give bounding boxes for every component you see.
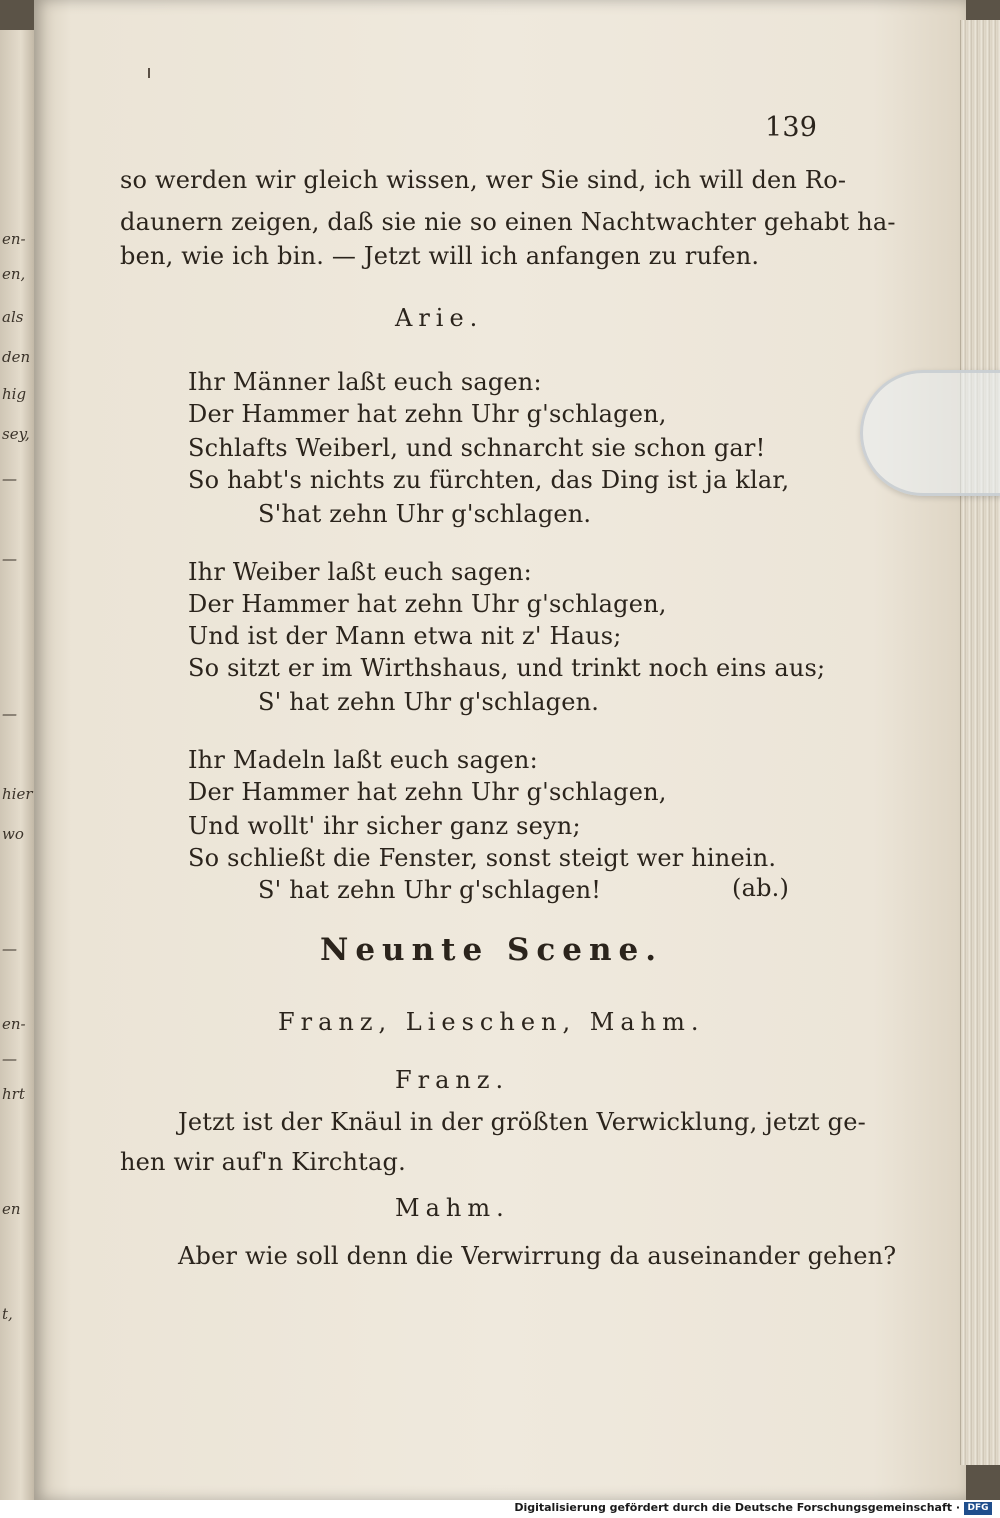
- previous-page-fragment: —: [2, 550, 17, 568]
- previous-page-fragment: sey,: [2, 425, 30, 443]
- footer-bar: [0, 1500, 1000, 1518]
- verse-line: Ihr Weiber laßt euch sagen:: [188, 558, 532, 586]
- previous-page-fragment: den: [2, 348, 31, 366]
- print-mark: [148, 68, 150, 78]
- previous-page-fragment: —: [2, 705, 17, 723]
- refrain-line: S' hat zehn Uhr g'schlagen!: [258, 876, 602, 904]
- verse-line: Und ist der Mann etwa nit z' Haus;: [188, 622, 622, 650]
- scene-heading: Neunte Scene.: [320, 932, 664, 968]
- dfg-logo: DFG: [964, 1502, 992, 1515]
- prose-line: daunern zeigen, daß sie nie so einen Nachtwachter gehabt ha-: [120, 208, 896, 236]
- verse-line: Ihr Madeln laßt euch sagen:: [188, 746, 538, 774]
- previous-page-fragment: als: [2, 308, 24, 326]
- previous-page-fragment: —: [2, 1050, 17, 1068]
- speaker-name: Mahm.: [395, 1194, 510, 1222]
- character-list: Franz, Lieschen, Mahm.: [278, 1008, 705, 1036]
- verse-line: So habt's nichts zu fürchten, das Ding ist ja klar,: [188, 466, 790, 494]
- aria-title: Arie.: [395, 304, 484, 332]
- speech-line: Aber wie soll denn die Verwirrung da auseinander gehen?: [178, 1242, 897, 1270]
- previous-page-fragment: en: [2, 1200, 21, 1218]
- previous-page-fragment: t,: [2, 1305, 13, 1323]
- prose-line: so werden wir gleich wissen, wer Sie sind, ich will den Ro-: [120, 166, 847, 194]
- previous-page-edge: [0, 30, 38, 1500]
- previous-page-fragment: wo: [2, 825, 24, 843]
- verse-line: So schließt die Fenster, sonst steigt wer hinein.: [188, 844, 777, 872]
- verse-line: Der Hammer hat zehn Uhr g'schlagen,: [188, 778, 667, 806]
- verse-line: Der Hammer hat zehn Uhr g'schlagen,: [188, 590, 667, 618]
- speaker-name: Franz.: [395, 1066, 510, 1094]
- stage-direction: (ab.): [732, 874, 790, 902]
- verse-line: Ihr Männer laßt euch sagen:: [188, 368, 542, 396]
- page-edges: [960, 20, 1000, 1465]
- page-number: 139: [765, 112, 818, 143]
- previous-page-fragment: hier: [2, 785, 33, 803]
- verse-line: Schlafts Weiberl, und schnarcht sie schon gar!: [188, 434, 766, 462]
- previous-page-fragment: en-: [2, 1015, 26, 1033]
- prose-line: ben, wie ich bin. — Jetzt will ich anfangen zu rufen.: [120, 242, 760, 270]
- previous-page-fragment: hrt: [2, 1085, 25, 1103]
- verse-line: So sitzt er im Wirthshaus, und trinkt noch eins aus;: [188, 654, 826, 682]
- refrain-line: S'hat zehn Uhr g'schlagen.: [258, 500, 592, 528]
- previous-page-fragment: en,: [2, 265, 26, 283]
- verse-line: Und wollt' ihr sicher ganz seyn;: [188, 812, 581, 840]
- verse-line: Der Hammer hat zehn Uhr g'schlagen,: [188, 400, 667, 428]
- refrain-line: S' hat zehn Uhr g'schlagen.: [258, 688, 600, 716]
- previous-page-fragment: en-: [2, 230, 26, 248]
- previous-page-fragment: —: [2, 470, 17, 488]
- speech-line: hen wir auf'n Kirchtag.: [120, 1148, 406, 1176]
- previous-page-fragment: hig: [2, 385, 27, 403]
- funding-credit: Digitalisierung gefördert durch die Deutsche Forschungsgemeinschaft ·: [514, 1501, 960, 1514]
- previous-page-fragment: —: [2, 940, 17, 958]
- speech-line: Jetzt ist der Knäul in der größten Verwicklung, jetzt ge-: [178, 1108, 866, 1136]
- page-clip: [860, 370, 1000, 496]
